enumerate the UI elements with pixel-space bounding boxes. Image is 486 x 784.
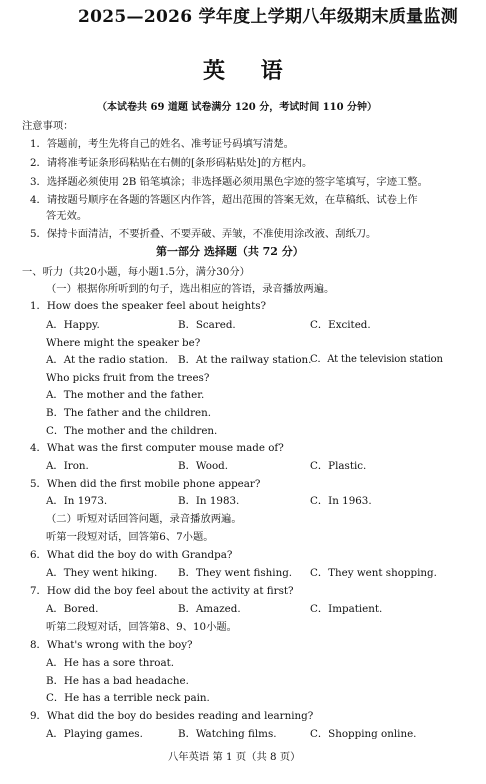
option-b: B．Watching films.: [178, 728, 277, 740]
option-c: C．The mother and the children.: [46, 425, 218, 437]
option-c: C．Plastic.: [310, 460, 367, 472]
question-text: Who picks fruit from the trees?: [46, 372, 210, 384]
question-text: 9．What did the boy do besides reading and learning?: [30, 710, 314, 722]
option-a: A．The mother and the father.: [46, 389, 205, 401]
question-text: Where might the speaker be?: [46, 337, 201, 349]
question-text: 8．What's wrong with the boy?: [30, 639, 193, 651]
question-text: 6．What did the boy do with Grandpa?: [30, 549, 233, 561]
option-b: B．They went fishing.: [178, 567, 293, 579]
question-text: 1．How does the speaker feel about heights?: [30, 300, 267, 312]
notice-item: 4．请按题号顺序在各题的答题区内作答，超出范围的答案无效，在草稿纸、试卷上作: [30, 194, 418, 206]
option-a: A．Iron.: [46, 460, 89, 472]
exam-title: 2025—2026 学年度上学期八年级期末质量监测: [78, 7, 459, 27]
notice-item: 3．选择题必须使用 2B 铅笔填涂；非选择题必须用黑色字迹的签字笔填写，字迹工整。: [30, 176, 428, 188]
question-text: 5．When did the first mobile phone appear?: [30, 478, 261, 490]
option-a: A．Happy.: [46, 319, 100, 331]
exam-info: （本试卷共 69 道题 试卷满分 120 分，考试时间 110 分钟）: [97, 102, 378, 113]
option-c: C．Shopping online.: [310, 728, 417, 740]
option-a: A．At the radio station.: [46, 354, 169, 366]
option-a: A．He has a sore throat.: [46, 657, 175, 669]
page-footer: 八年英语 第 1 页（共 8 页）: [168, 751, 301, 763]
option-b: B．Scared.: [178, 319, 236, 331]
part-title: 第一部分 选择题（共 72 分）: [156, 245, 304, 258]
subsection-instruction: （二）听短对话回答问题，录音播放两遍。: [46, 513, 242, 525]
dialog-instruction: 听第一段短对话，回答第6、7小题。: [46, 531, 214, 543]
notice-item: 2．请将准考证条形码粘贴在右侧的[条形码粘贴处]的方框内。: [30, 157, 313, 169]
notice-heading: 注意事项：: [22, 120, 74, 132]
option-b: B．Wood.: [178, 460, 229, 472]
subsection-instruction: （一）根据你所听到的句子，选出相应的答语，录音播放两遍。: [46, 283, 335, 295]
option-b: B．The father and the children.: [46, 407, 212, 419]
option-c: C．He has a terrible neck pain.: [46, 692, 210, 704]
dialog-instruction: 听第二段短对话，回答第8、9、10小题。: [46, 621, 237, 633]
section-heading: 一、听力（共20小题，每小题1.5分，满分30分）: [22, 266, 250, 278]
option-c: C．In 1963.: [310, 495, 372, 507]
option-a: A．Bored.: [46, 603, 99, 615]
option-b: B．At the railway station.: [178, 354, 312, 366]
option-a: A．Playing games.: [46, 728, 143, 740]
question-text: 4．What was the first computer mouse made of?: [30, 442, 284, 454]
option-a: A．They went hiking.: [46, 567, 158, 579]
subject-title: 英 语: [203, 58, 297, 84]
question-text: 7．How did the boy feel about the activity at first?: [30, 585, 294, 597]
option-a: A．In 1973.: [46, 495, 108, 507]
option-c: C．They went shopping.: [310, 567, 437, 579]
notice-item: 5．保持卡面清洁，不要折叠、不要弄破、弄皱，不准使用涂改液、刮纸刀。: [30, 228, 377, 240]
option-b: B．In 1983.: [178, 495, 240, 507]
option-c: C．Impatient.: [310, 603, 383, 615]
option-c: C．At the television station: [310, 354, 443, 365]
option-b: B．He has a bad headache.: [46, 675, 189, 687]
notice-item: 1．答题前，考生先将自己的姓名、准考证号码填写清楚。: [30, 138, 294, 150]
notice-item: 答无效。: [46, 210, 88, 222]
option-c: C．Excited.: [310, 319, 371, 331]
option-b: B．Amazed.: [178, 603, 241, 615]
